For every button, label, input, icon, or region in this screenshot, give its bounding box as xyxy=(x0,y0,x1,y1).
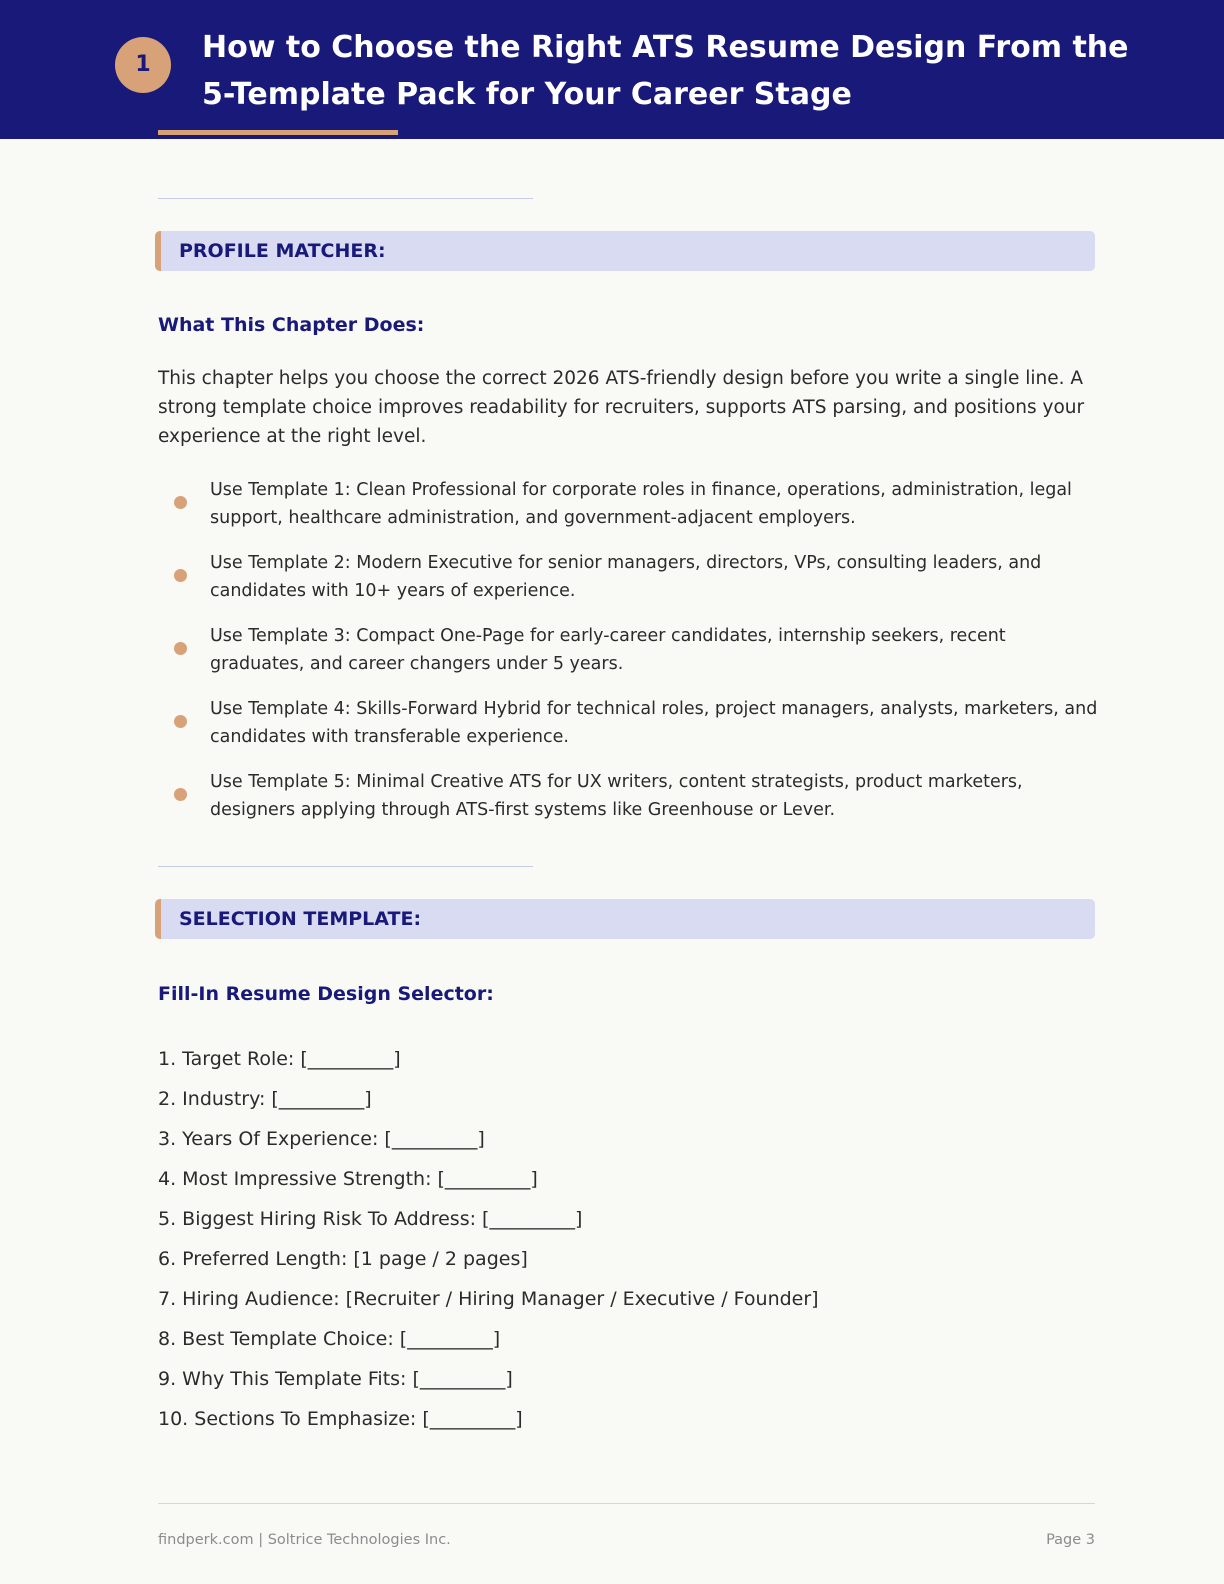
list-item: Use Template 3: Compact One-Page for early-career candidates, internship seekers, recent graduates, and career changers under 5 years. xyxy=(158,622,1098,678)
bullet-dot-icon xyxy=(174,496,187,509)
bullet-dot-icon xyxy=(174,569,187,582)
footer-divider xyxy=(158,1503,1095,1504)
fill-in-item: 4. Most Impressive Strength: [_________] xyxy=(158,1168,538,1190)
intro-paragraph: This chapter helps you choose the correct 2026 ATS-friendly design before you write a single line. A strong template choice improves readability for recruiters, supports ATS parsing, and positions your experience at the right level. xyxy=(158,368,1085,447)
section-divider xyxy=(158,866,533,867)
bullet-dot-icon xyxy=(174,642,187,655)
chapter-title: How to Choose the Right ATS Resume Design From the 5-Template Pack for Your Career Stage xyxy=(202,30,1129,112)
list-item: Use Template 2: Modern Executive for senior managers, directors, VPs, consulting leaders, and candidates with 10+ years of experience. xyxy=(158,549,1098,605)
template-bullet-list xyxy=(158,476,1098,841)
fill-in-item: 3. Years Of Experience: [_________] xyxy=(158,1128,485,1150)
fill-in-item: 8. Best Template Choice: [_________] xyxy=(158,1328,501,1350)
list-item: Use Template 5: Minimal Creative ATS for UX writers, content strategists, product marketers, designers applying through ATS-first systems like Greenhouse or Lever. xyxy=(158,768,1098,824)
fill-in-item: 2. Industry: [_________] xyxy=(158,1088,372,1110)
subheading-design-selector: Fill-In Resume Design Selector: xyxy=(158,983,494,1005)
section-divider xyxy=(158,198,533,199)
footer-company: findperk.com | Soltrice Technologies Inc. xyxy=(158,1532,451,1548)
bullet-dot-icon xyxy=(174,715,187,728)
fill-in-selector-list xyxy=(158,1039,1098,1439)
fill-in-item: 9. Why This Template Fits: [_________] xyxy=(158,1368,513,1390)
fill-in-item: 7. Hiring Audience: [Recruiter / Hiring Manager / Executive / Founder] xyxy=(158,1288,819,1310)
fill-in-item: 6. Preferred Length: [1 page / 2 pages] xyxy=(158,1248,528,1270)
fill-in-item: 1. Target Role: [_________] xyxy=(158,1048,401,1070)
footer-page-number: Page 3 xyxy=(1046,1532,1095,1548)
section-bar-selection-template xyxy=(155,899,1095,939)
section-label: SELECTION TEMPLATE: xyxy=(179,908,422,930)
chapter-header xyxy=(0,0,1224,139)
fill-in-item: 5. Biggest Hiring Risk To Address: [_________] xyxy=(158,1208,583,1230)
title-underline xyxy=(158,130,398,135)
fill-in-item: 10. Sections To Emphasize: [_________] xyxy=(158,1408,523,1430)
section-label: PROFILE MATCHER: xyxy=(179,240,386,262)
list-item: Use Template 4: Skills-Forward Hybrid for technical roles, project managers, analysts, marketers, and candidates with transferable experience. xyxy=(158,695,1098,751)
chapter-number-badge: 1 xyxy=(115,37,171,93)
section-bar-profile-matcher xyxy=(155,231,1095,271)
bullet-dot-icon xyxy=(174,788,187,801)
list-item: Use Template 1: Clean Professional for corporate roles in finance, operations, administration, legal support, healthcare administration, and government-adjacent employers. xyxy=(158,476,1098,532)
subheading-what-this-chapter-does: What This Chapter Does: xyxy=(158,314,425,336)
